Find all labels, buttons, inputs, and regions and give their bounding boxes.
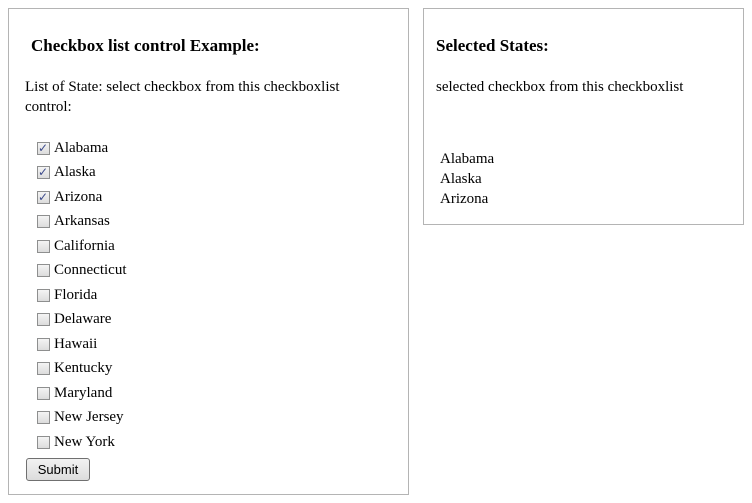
state-checkbox-list bbox=[37, 136, 126, 455]
state-label[interactable]: Florida bbox=[54, 286, 98, 303]
state-option[interactable] bbox=[37, 308, 126, 333]
state-checkbox[interactable] bbox=[37, 338, 50, 351]
state-label[interactable]: New Jersey bbox=[54, 409, 124, 426]
selected-states-panel bbox=[423, 8, 744, 225]
state-option[interactable] bbox=[37, 332, 126, 357]
state-checkbox[interactable] bbox=[37, 362, 50, 375]
state-checkbox[interactable] bbox=[37, 289, 50, 302]
checkbox-list-instructions: List of State: select checkbox from this checkboxlist control: bbox=[25, 79, 340, 115]
state-option[interactable] bbox=[37, 136, 126, 161]
state-label[interactable]: Delaware bbox=[54, 311, 112, 328]
selected-state-item: Alabama bbox=[440, 151, 495, 167]
state-checkbox[interactable] bbox=[37, 411, 50, 424]
state-option[interactable] bbox=[37, 259, 126, 284]
state-label[interactable]: Maryland bbox=[54, 384, 113, 401]
selected-states-list bbox=[440, 149, 494, 209]
state-checkbox[interactable] bbox=[37, 240, 50, 253]
selected-state-item: Alaska bbox=[440, 171, 482, 187]
state-checkbox[interactable] bbox=[37, 387, 50, 400]
state-checkbox[interactable] bbox=[37, 215, 50, 228]
state-option[interactable] bbox=[37, 381, 126, 406]
state-checkbox[interactable] bbox=[37, 166, 50, 179]
state-option[interactable] bbox=[37, 185, 126, 210]
selected-states-instructions: selected checkbox from this checkboxlist bbox=[436, 79, 684, 95]
state-checkbox[interactable] bbox=[37, 142, 50, 155]
state-label[interactable]: Connecticut bbox=[54, 262, 127, 279]
state-option[interactable] bbox=[37, 430, 126, 455]
state-label[interactable]: Alaska bbox=[54, 164, 96, 181]
state-label[interactable]: Kentucky bbox=[54, 360, 113, 377]
state-option[interactable] bbox=[37, 357, 126, 382]
state-checkbox[interactable] bbox=[37, 313, 50, 326]
state-label[interactable]: Arizona bbox=[54, 188, 103, 205]
state-checkbox[interactable] bbox=[37, 191, 50, 204]
state-label[interactable]: Arkansas bbox=[54, 213, 110, 230]
state-option[interactable] bbox=[37, 283, 126, 308]
selected-states-title: Selected States: bbox=[436, 36, 549, 55]
state-label[interactable]: California bbox=[54, 237, 115, 254]
submit-button[interactable]: Submit bbox=[26, 458, 90, 481]
state-label[interactable]: New York bbox=[54, 433, 115, 450]
checkbox-list-title: Checkbox list control Example: bbox=[31, 36, 260, 55]
state-option[interactable] bbox=[37, 234, 126, 259]
state-label[interactable]: Alabama bbox=[54, 139, 109, 156]
state-checkbox[interactable] bbox=[37, 436, 50, 449]
selected-state-item: Arizona bbox=[440, 191, 489, 207]
state-checkbox[interactable] bbox=[37, 264, 50, 277]
state-option[interactable] bbox=[37, 406, 126, 431]
state-option[interactable] bbox=[37, 210, 126, 235]
checkbox-list-panel bbox=[8, 8, 409, 495]
state-label[interactable]: Hawaii bbox=[54, 335, 98, 352]
state-option[interactable] bbox=[37, 161, 126, 186]
